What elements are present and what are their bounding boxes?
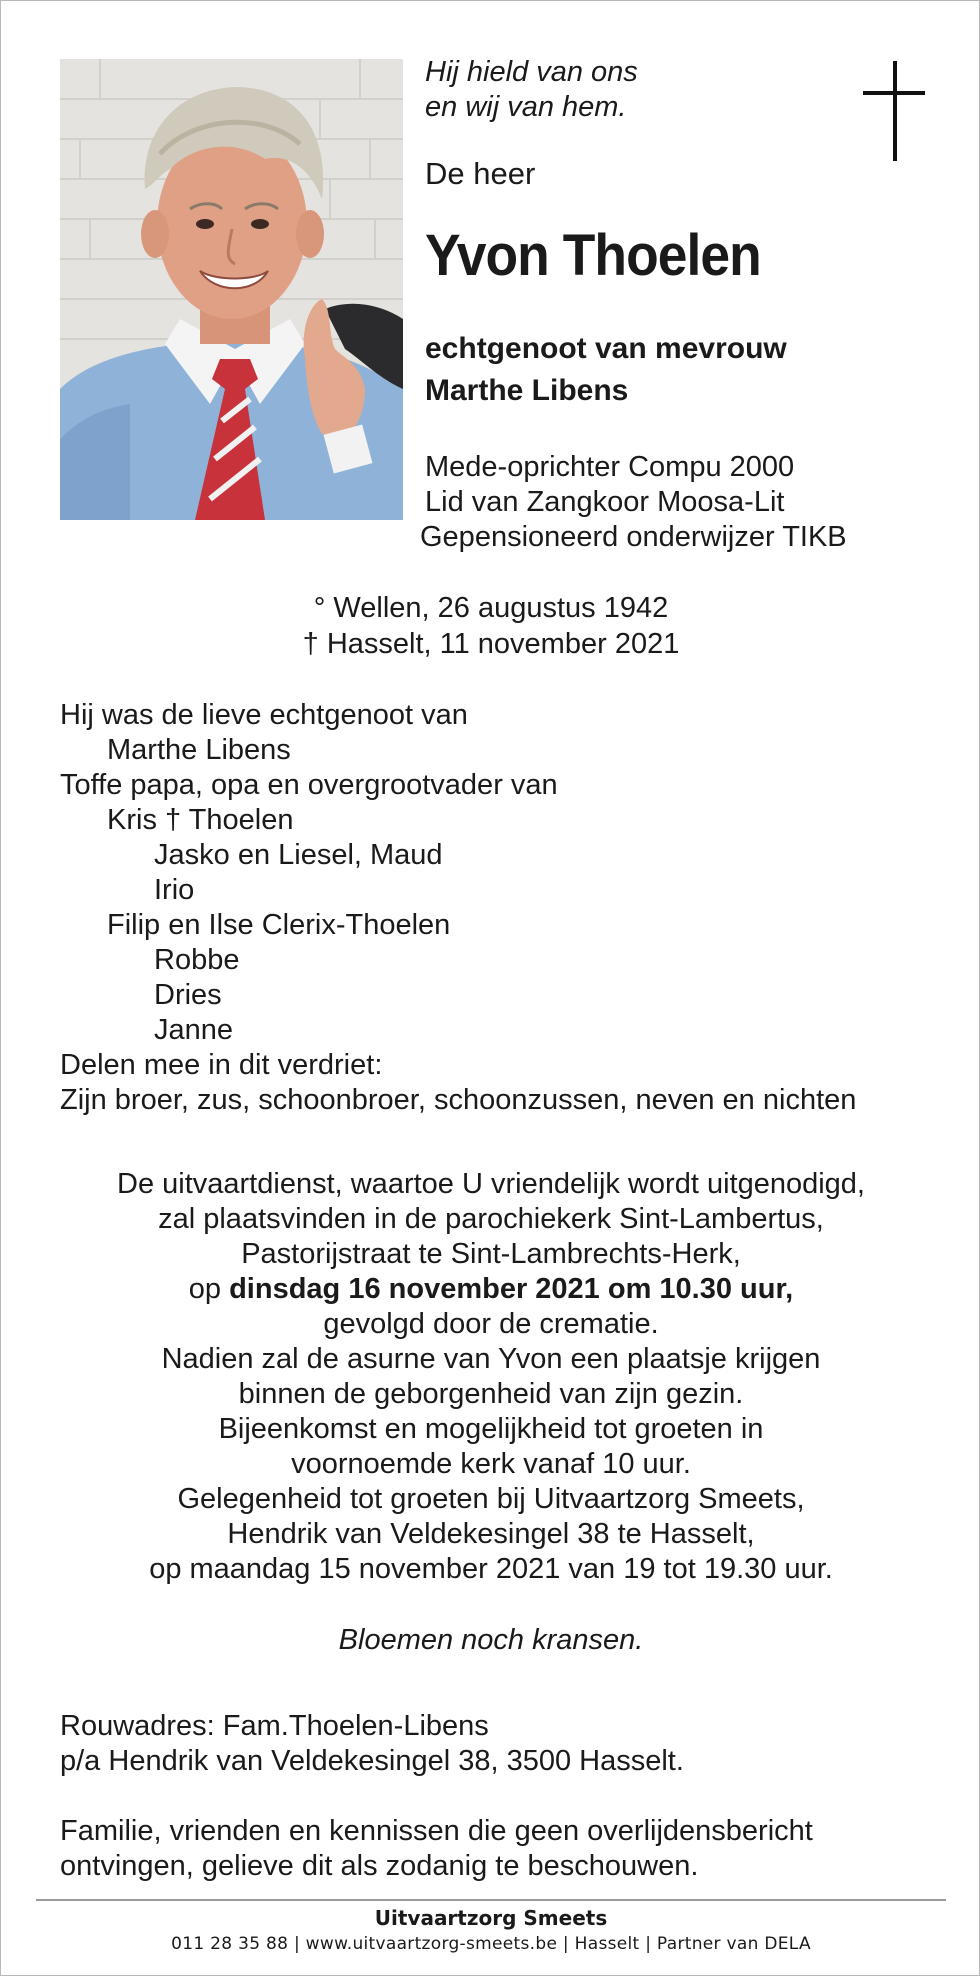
portrait-photo [60, 59, 403, 520]
service-line: binnen de geborgenheid van zijn gezin. [238, 1378, 744, 1410]
service-line: De uitvaartdienst, waartoe U vriendelijk wordt uitgenodigd, [117, 1168, 865, 1200]
service-line: Pastorijstraat te Sint-Lambrechts-Herk, [241, 1238, 741, 1270]
service-date-line [1, 1272, 980, 1307]
cross-icon [863, 61, 925, 161]
footer-company: Uitvaartzorg Smeets [374, 1906, 608, 1930]
family-line: Zijn broer, zus, schoonbroer, schoonzussen, neven en nichten [60, 1084, 857, 1116]
service-date: dinsdag 16 november 2021 om 10.30 uur, [229, 1273, 794, 1305]
service-line: gevolgd door de crematie. [323, 1308, 659, 1340]
motto-line-1: Hij hield van ons [425, 56, 638, 88]
family-line: Hij was de lieve echtgenoot van [60, 699, 468, 731]
address-line: p/a Hendrik van Veldekesingel 38, 3500 Hasselt. [60, 1745, 684, 1777]
deceased-name: Yvon Thoelen [425, 223, 761, 288]
flowers-note: Bloemen noch kransen. [338, 1624, 644, 1656]
family-line: Kris † Thoelen [107, 804, 294, 836]
spouse-line-1: echtgenoot van mevrouw [425, 332, 787, 365]
family-line: Delen mee in dit verdriet: [60, 1049, 383, 1081]
family-line: Janne [154, 1014, 234, 1046]
service-line: Hendrik van Veldekesingel 38 te Hasselt, [227, 1518, 755, 1550]
family-line: Filip en Ilse Clerix-Thoelen [107, 909, 451, 941]
family-line: Irio [154, 874, 195, 906]
address-line: Rouwadres: Fam.Thoelen-Libens [60, 1710, 489, 1742]
service-date-prefix: op [188, 1273, 230, 1305]
footer-divider [36, 1899, 946, 1901]
notice-line: ontvingen, gelieve dit als zodanig te beschouwen. [60, 1850, 699, 1882]
family-line: Toffe papa, opa en overgrootvader van [60, 769, 558, 801]
service-line: zal plaatsvinden in de parochiekerk Sint-Lambertus, [158, 1203, 824, 1235]
service-line: Nadien zal de asurne van Yvon een plaatsje krijgen [161, 1343, 821, 1375]
family-line: Robbe [154, 944, 240, 976]
notice-line: Familie, vrienden en kennissen die geen overlijdensbericht [60, 1815, 813, 1847]
birth-date: ° Wellen, 26 augustus 1942 [313, 592, 669, 624]
role-line: Lid van Zangkoor Moosa-Lit [425, 486, 785, 518]
family-line: Marthe Libens [107, 734, 291, 766]
role-line: Mede-oprichter Compu 2000 [425, 451, 795, 483]
salutation: De heer [425, 156, 536, 191]
family-line: Jasko en Liesel, Maud [154, 839, 443, 871]
family-line: Dries [154, 979, 222, 1011]
service-line: Bijeenkomst en mogelijkheid tot groeten in [218, 1413, 764, 1445]
service-line: Gelegenheid tot groeten bij Uitvaartzorg Smeets, [177, 1483, 805, 1515]
footer-contact: 011 28 35 88 | www.uitvaartzorg-smeets.be | Hasselt | Partner van DELA [171, 1934, 811, 1954]
role-line: Gepensioneerd onderwijzer TIKB [420, 521, 847, 553]
service-line: voornoemde kerk vanaf 10 uur. [291, 1448, 691, 1480]
spouse-line-2: Marthe Libens [425, 374, 629, 407]
death-date: † Hasselt, 11 november 2021 [302, 628, 680, 660]
service-line: op maandag 15 november 2021 van 19 tot 19.30 uur. [149, 1553, 833, 1585]
motto-line-2: en wij van hem. [425, 91, 627, 123]
